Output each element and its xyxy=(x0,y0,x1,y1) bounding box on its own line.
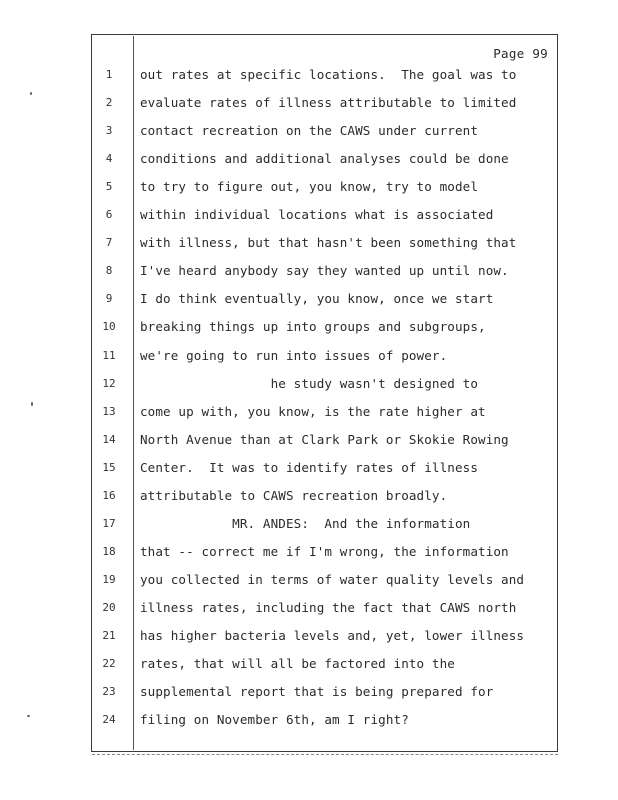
transcript-line: contact recreation on the CAWS under current xyxy=(140,123,479,138)
line-number: 5 xyxy=(105,180,113,193)
scan-mark xyxy=(30,92,32,95)
line-number: 23 xyxy=(102,685,116,698)
transcript-line: has higher bacteria levels and, yet, lower illness xyxy=(140,628,525,643)
line-number: 7 xyxy=(105,236,113,249)
transcript-line: supplemental report that is being prepared for xyxy=(140,684,494,699)
transcript-line: breaking things up into groups and subgroups, xyxy=(140,319,486,334)
transcript-line: I do think eventually, you know, once we start xyxy=(140,291,494,306)
line-number: 4 xyxy=(105,152,113,165)
transcript-line: come up with, you know, is the rate higher at xyxy=(140,404,486,419)
bottom-rule xyxy=(92,754,558,755)
transcript-line: attributable to CAWS recreation broadly. xyxy=(140,488,448,503)
transcript-line: rates, that will all be factored into the xyxy=(140,656,455,671)
transcript-line: he study wasn't designed to xyxy=(140,376,479,391)
line-number: 11 xyxy=(102,349,116,362)
line-number: 14 xyxy=(102,433,116,446)
line-number: 16 xyxy=(102,489,116,502)
transcript-line: with illness, but that hasn't been something that xyxy=(140,235,517,250)
line-number: 21 xyxy=(102,629,116,642)
transcript-line: conditions and additional analyses could be done xyxy=(140,151,509,166)
transcript-line: Center. It was to identify rates of illness xyxy=(140,460,479,475)
line-number-margin-rule xyxy=(133,36,134,750)
transcript-line: evaluate rates of illness attributable to limited xyxy=(140,95,517,110)
line-number: 3 xyxy=(105,124,113,137)
line-number: 9 xyxy=(105,292,113,305)
transcript-line: we're going to run into issues of power. xyxy=(140,348,448,363)
page-border xyxy=(91,34,558,752)
line-number: 18 xyxy=(102,545,116,558)
line-number: 20 xyxy=(102,601,116,614)
line-number: 15 xyxy=(102,461,116,474)
transcript-line: that -- correct me if I'm wrong, the information xyxy=(140,544,509,559)
line-number: 2 xyxy=(105,96,113,109)
line-number: 6 xyxy=(105,208,113,221)
line-number: 12 xyxy=(102,377,116,390)
transcript-line: out rates at specific locations. The goal was to xyxy=(140,67,517,82)
transcript-line: illness rates, including the fact that CAWS north xyxy=(140,600,517,615)
transcript-line: within individual locations what is associated xyxy=(140,207,494,222)
line-number: 1 xyxy=(105,68,113,81)
line-number: 17 xyxy=(102,517,116,530)
line-number: 10 xyxy=(102,320,116,333)
line-number: 19 xyxy=(102,573,116,586)
transcript-line: MR. ANDES: And the information xyxy=(140,516,471,531)
transcript-line: I've heard anybody say they wanted up until now. xyxy=(140,263,509,278)
line-number: 24 xyxy=(102,713,116,726)
scan-mark xyxy=(31,402,33,406)
transcript-line: filing on November 6th, am I right? xyxy=(140,712,409,727)
line-number: 13 xyxy=(102,405,116,418)
transcript-line: North Avenue than at Clark Park or Skokie Rowing xyxy=(140,432,509,447)
transcript-line: you collected in terms of water quality levels and xyxy=(140,572,525,587)
page-number: Page 99 xyxy=(493,46,548,61)
line-number: 22 xyxy=(102,657,116,670)
scan-mark xyxy=(27,715,30,717)
transcript-line: to try to figure out, you know, try to model xyxy=(140,179,479,194)
line-number: 8 xyxy=(105,264,113,277)
